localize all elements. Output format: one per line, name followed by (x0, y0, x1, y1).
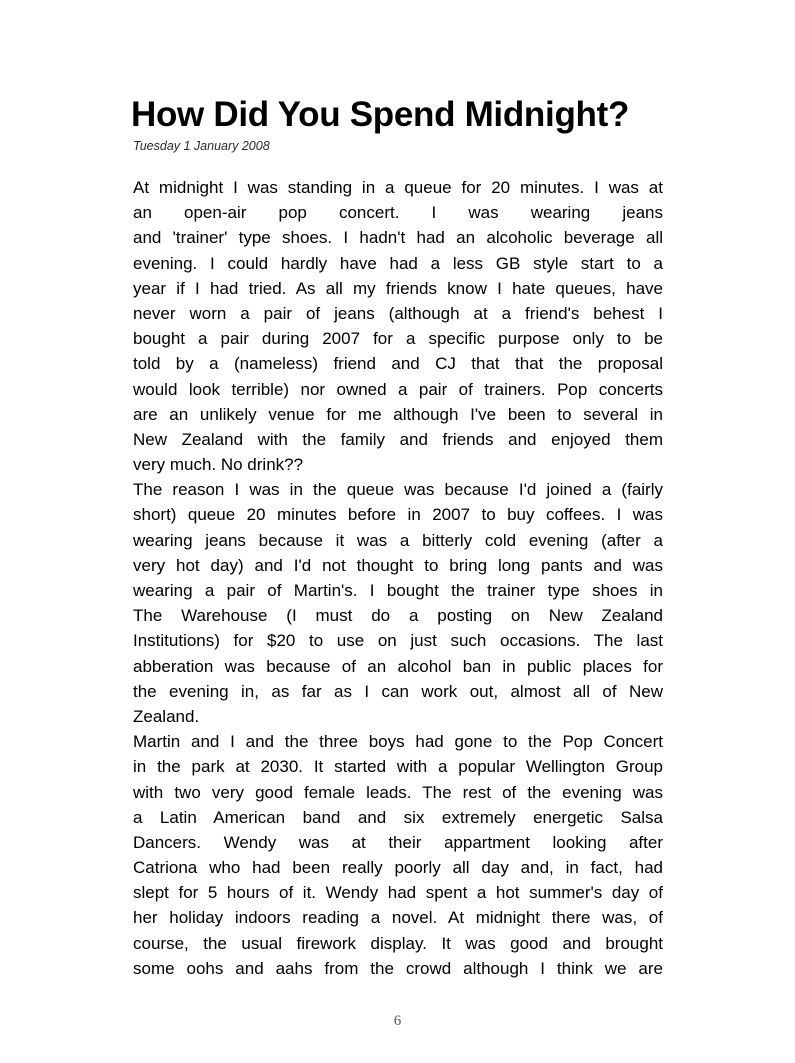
body-text-line: The Warehouse (I must do a posting on New Zealand (133, 606, 663, 626)
body-text-line: year if I had tried. As all my friends know I hate queues, have (133, 278, 663, 298)
body-text-line: Dancers. Wendy was at their appartment looking after (133, 832, 663, 852)
article-title: How Did You Spend Midnight? (131, 95, 630, 134)
body-text-line: an open-air pop concert. I was wearing jeans (133, 203, 663, 223)
body-text-line: Catriona who had been really poorly all day and, in fact, had (133, 858, 663, 878)
body-text-line: New Zealand with the family and friends and enjoyed them (133, 429, 663, 449)
body-text-line: would look terrible) nor owned a pair of trainers. Pop concerts (133, 379, 663, 399)
body-text-line: Zealand. (133, 706, 200, 726)
body-text-line: Martin and I and the three boys had gone to the Pop Concert (133, 732, 663, 752)
body-text-line: are an unlikely venue for me although I've been to several in (133, 404, 663, 424)
body-text-line: told by a (nameless) friend and CJ that that the proposal (133, 354, 663, 374)
body-text-line: very hot day) and I'd not thought to bring long pants and was (133, 555, 663, 575)
article-body (133, 175, 663, 981)
body-text-line: slept for 5 hours of it. Wendy had spent a hot summer's day of (133, 883, 663, 903)
body-text-line: wearing jeans because it was a bitterly cold evening (after a (133, 530, 663, 550)
body-text-line: The reason I was in the queue was because I'd joined a (fairly (133, 480, 663, 500)
body-text-line: very much. No drink?? (133, 455, 304, 475)
body-text-line: abberation was because of an alcohol ban in public places for (133, 656, 663, 676)
body-text-line: evening. I could hardly have had a less GB style start to a (133, 253, 663, 273)
body-text-line: wearing a pair of Martin's. I bought the trainer type shoes in (133, 581, 663, 600)
body-text-line: At midnight I was standing in a queue for 20 minutes. I was at (133, 178, 663, 197)
body-text-line: Institutions) for $20 to use on just such occasions. The last (133, 631, 663, 651)
body-text-line: course, the usual firework display. It was good and brought (133, 933, 663, 953)
body-text-line: never worn a pair of jeans (although at a friend's behest I (133, 303, 663, 323)
body-text-line: short) queue 20 minutes before in 2007 to buy coffees. I was (133, 505, 663, 525)
body-text-line: bought a pair during 2007 for a specific purpose only to be (133, 329, 663, 349)
body-text-line: a Latin American band and six extremely energetic Salsa (133, 807, 663, 827)
body-text-line: and 'trainer' type shoes. I hadn't had an alcoholic beverage all (133, 228, 663, 248)
body-text-line: the evening in, as far as I can work out, almost all of New (133, 681, 663, 701)
body-text-line: in the park at 2030. It started with a popular Wellington Group (133, 757, 663, 777)
article-date: Tuesday 1 January 2008 (133, 139, 270, 153)
page-number: 6 (393, 1013, 402, 1029)
body-text-line: her holiday indoors reading a novel. At midnight there was, of (133, 908, 663, 928)
body-text-line: with two very good female leads. The rest of the evening was (133, 782, 663, 802)
body-text-line: some oohs and aahs from the crowd although I think we are (133, 958, 663, 978)
